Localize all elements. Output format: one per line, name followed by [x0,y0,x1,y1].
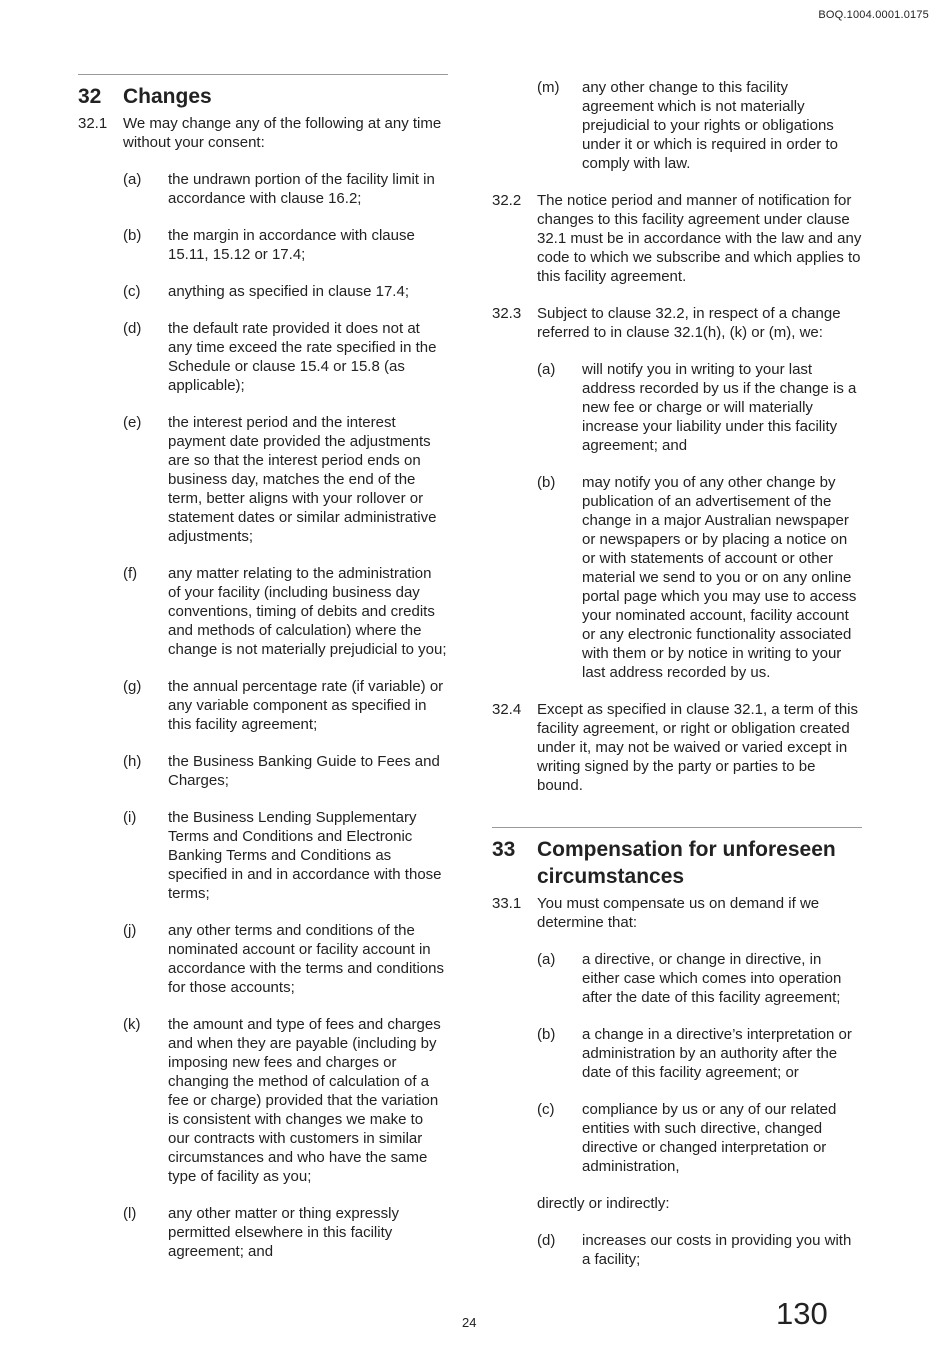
item-label: (b) [123,227,142,244]
list-item [123,1015,448,1186]
item-text: a change in a directive’s interpretation or administration by an authority after the date of this facility agreement; or [582,1026,852,1081]
clause-number: 32.1 [78,115,108,132]
list-item [123,677,448,734]
item-text: any other matter or thing expressly permitted elsewhere in this facility agreement; and [168,1205,399,1260]
item-label: (b) [537,1026,556,1043]
clause-number: 32.3 [492,305,522,322]
item-text: the amount and type of fees and charges and when they are payable (including by imposing new fees and charges or changing the method of calculation of a fee or charge) provided that the variation is consistent with changes we make to our contracts with customers in similar circumstances and who have the same type of facility as you; [168,1016,441,1185]
list-item [123,282,448,301]
clause-32-4 [492,700,862,795]
clause-number: 33.1 [492,895,522,912]
list-item [537,360,862,455]
section-number: 32 [78,85,102,108]
list-item [123,170,448,208]
list-item [537,1231,862,1269]
document-reference: BOQ.1004.0001.0175 [818,9,929,21]
item-text: any other change to this facility agreement which is not materially prejudicial to your rights or obligations under it or which is required in order to comply with law. [582,79,838,172]
item-label: (l) [123,1205,137,1222]
item-label: (a) [537,951,556,968]
item-text: the Business Lending Supplementary Terms and Conditions and Electronic Banking Terms and Conditions as specified in and in accordance with those terms; [168,809,442,902]
item-label: (g) [123,678,142,695]
list-item [123,1204,448,1261]
section-title: Changes [123,85,212,108]
clause-32-1 [78,114,448,152]
section-divider [492,827,862,828]
clause-32-2 [492,191,862,286]
stamp-number: 130 [776,1296,828,1331]
list-item [537,1100,862,1176]
item-label: (a) [123,171,142,188]
item-text: the annual percentage rate (if variable) or any variable component as specified in this facility agreement; [168,678,444,733]
list-item [537,78,862,173]
item-label: (j) [123,922,137,939]
item-label: (d) [123,320,142,337]
item-label: (i) [123,809,137,826]
item-text: the margin in accordance with clause 15.11, 15.12 or 17.4; [168,227,415,263]
item-text: the default rate provided it does not at any time exceed the rate specified in the Schedule or clause 15.4 or 15.8 (as applicable); [168,320,437,394]
item-text: the interest period and the interest payment date provided the adjustments are so that the interest period ends on business day, matches the end of the term, better aligns with your rollover or statement dates or similar administrative adjustments; [168,414,437,545]
page-number: 24 [462,1315,477,1330]
clause-text: Except as specified in clause 32.1, a term of this facility agreement, or right or obligation created under it, may not be waived or varied except in writing signed by the party or parties to be bound. [537,701,858,794]
list-item [123,319,448,395]
clause-text: You must compensate us on demand if we determine that: [537,895,820,931]
left-column [78,74,448,1279]
list-item [537,473,862,682]
item-label: (m) [537,79,560,96]
list-item [123,413,448,546]
item-label: (k) [123,1016,141,1033]
item-text: will notify you in writing to your last address recorded by us if the change is a new fee or charge or will materially increase your liability under this facility agreement; and [582,361,857,454]
item-label: (e) [123,414,142,431]
item-text: increases our costs in providing you with a facility; [582,1232,852,1268]
clause-32-3 [492,304,862,342]
item-label: (c) [123,283,141,300]
list-item [123,564,448,659]
item-label: (f) [123,565,138,582]
item-text: the Business Banking Guide to Fees and Charges; [168,753,440,789]
list-item [123,752,448,790]
item-label: (h) [123,753,142,770]
item-text: any matter relating to the administration of your facility (including business day conventions, timing of debits and credits and methods of calculation) where the change is not materially prejudicial to you; [168,565,447,658]
section-number: 33 [492,838,516,861]
item-text: a directive, or change in directive, in either case which comes into operation after the date of this facility agreement; [582,951,842,1006]
clause-text: Subject to clause 32.2, in respect of a change referred to in clause 32.1(h), (k) or (m), we: [537,305,841,341]
item-text: may notify you of any other change by publication of an advertisement of the change in a major Australian newspaper or newspapers or by placing a notice on or with statements of account or other material we send to you or on any online portal page which you may use to access your nominated account, facility account or any electronic functionality associated with them or by notice in writing to your last address recorded by us. [582,474,857,681]
item-label: (c) [537,1101,555,1118]
item-label: (a) [537,361,556,378]
list-item [537,1025,862,1082]
list-item [123,921,448,997]
item-label: (d) [537,1232,556,1249]
clause-number: 32.2 [492,192,522,209]
clause-number: 32.4 [492,701,522,718]
section-divider [78,74,448,75]
section-heading-33 [492,836,862,890]
item-text: compliance by us or any of our related entities with such directive, changed directive or changed interpretation or administration, [582,1101,837,1175]
item-text: anything as specified in clause 17.4; [168,283,409,300]
section-heading-32 [78,83,448,110]
list-item [537,950,862,1007]
right-column [492,78,862,1287]
clause-33-1 [492,894,862,932]
list-item [123,226,448,264]
clause-text: We may change any of the following at any time without your consent: [123,115,442,151]
section-title: Compensation for unforeseen circumstances [537,838,836,888]
item-label: (b) [537,474,556,491]
continuation-text: directly or indirectly: [537,1195,670,1212]
list-item [123,808,448,903]
item-text: the undrawn portion of the facility limit in accordance with clause 16.2; [168,171,435,207]
clause-text: The notice period and manner of notification for changes to this facility agreement under clause 32.1 must be in accordance with the law and any code to which we subscribe and which applies to this facility agreement. [537,192,862,285]
item-text: any other terms and conditions of the nominated account or facility account in accordance with the terms and conditions for those accounts; [168,922,444,996]
